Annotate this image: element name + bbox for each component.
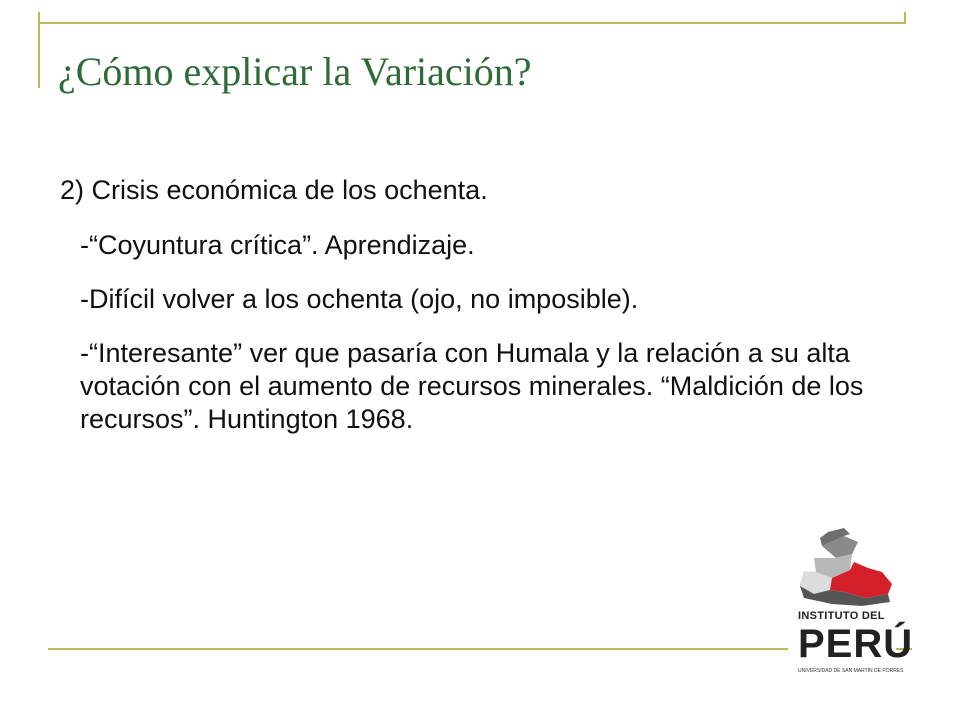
bullet-item: -“Coyuntura crítica”. Aprendizaje. [80,230,475,260]
bullet-item: -“Interesante” ver que pasaría con Humala y la relación a su alta votación con el aumento de recursos minerales. “Maldición de los recursos”. Huntington 1968. [80,338,864,434]
bullet-item: -Difícil volver a los ochenta (ojo, no imposible). [80,284,639,314]
slide-title: ¿Cómo explicar la Variación? [58,49,532,94]
section-heading: 2) Crisis económica de los ochenta. [60,175,488,205]
bottom-divider [48,648,788,650]
right-accent-tick [904,12,906,24]
logo-line1: INSTITUTO DEL [798,610,885,622]
slide-body [60,174,890,457]
left-accent-line [38,12,40,88]
institute-logo [792,528,912,680]
top-divider [38,22,906,24]
logo-line3: UNIVERSIDAD DE SAN MARTÍN DE PORRES [798,668,904,674]
logo-line2: PERÚ [798,622,914,666]
peru-map-icon [792,528,912,610]
